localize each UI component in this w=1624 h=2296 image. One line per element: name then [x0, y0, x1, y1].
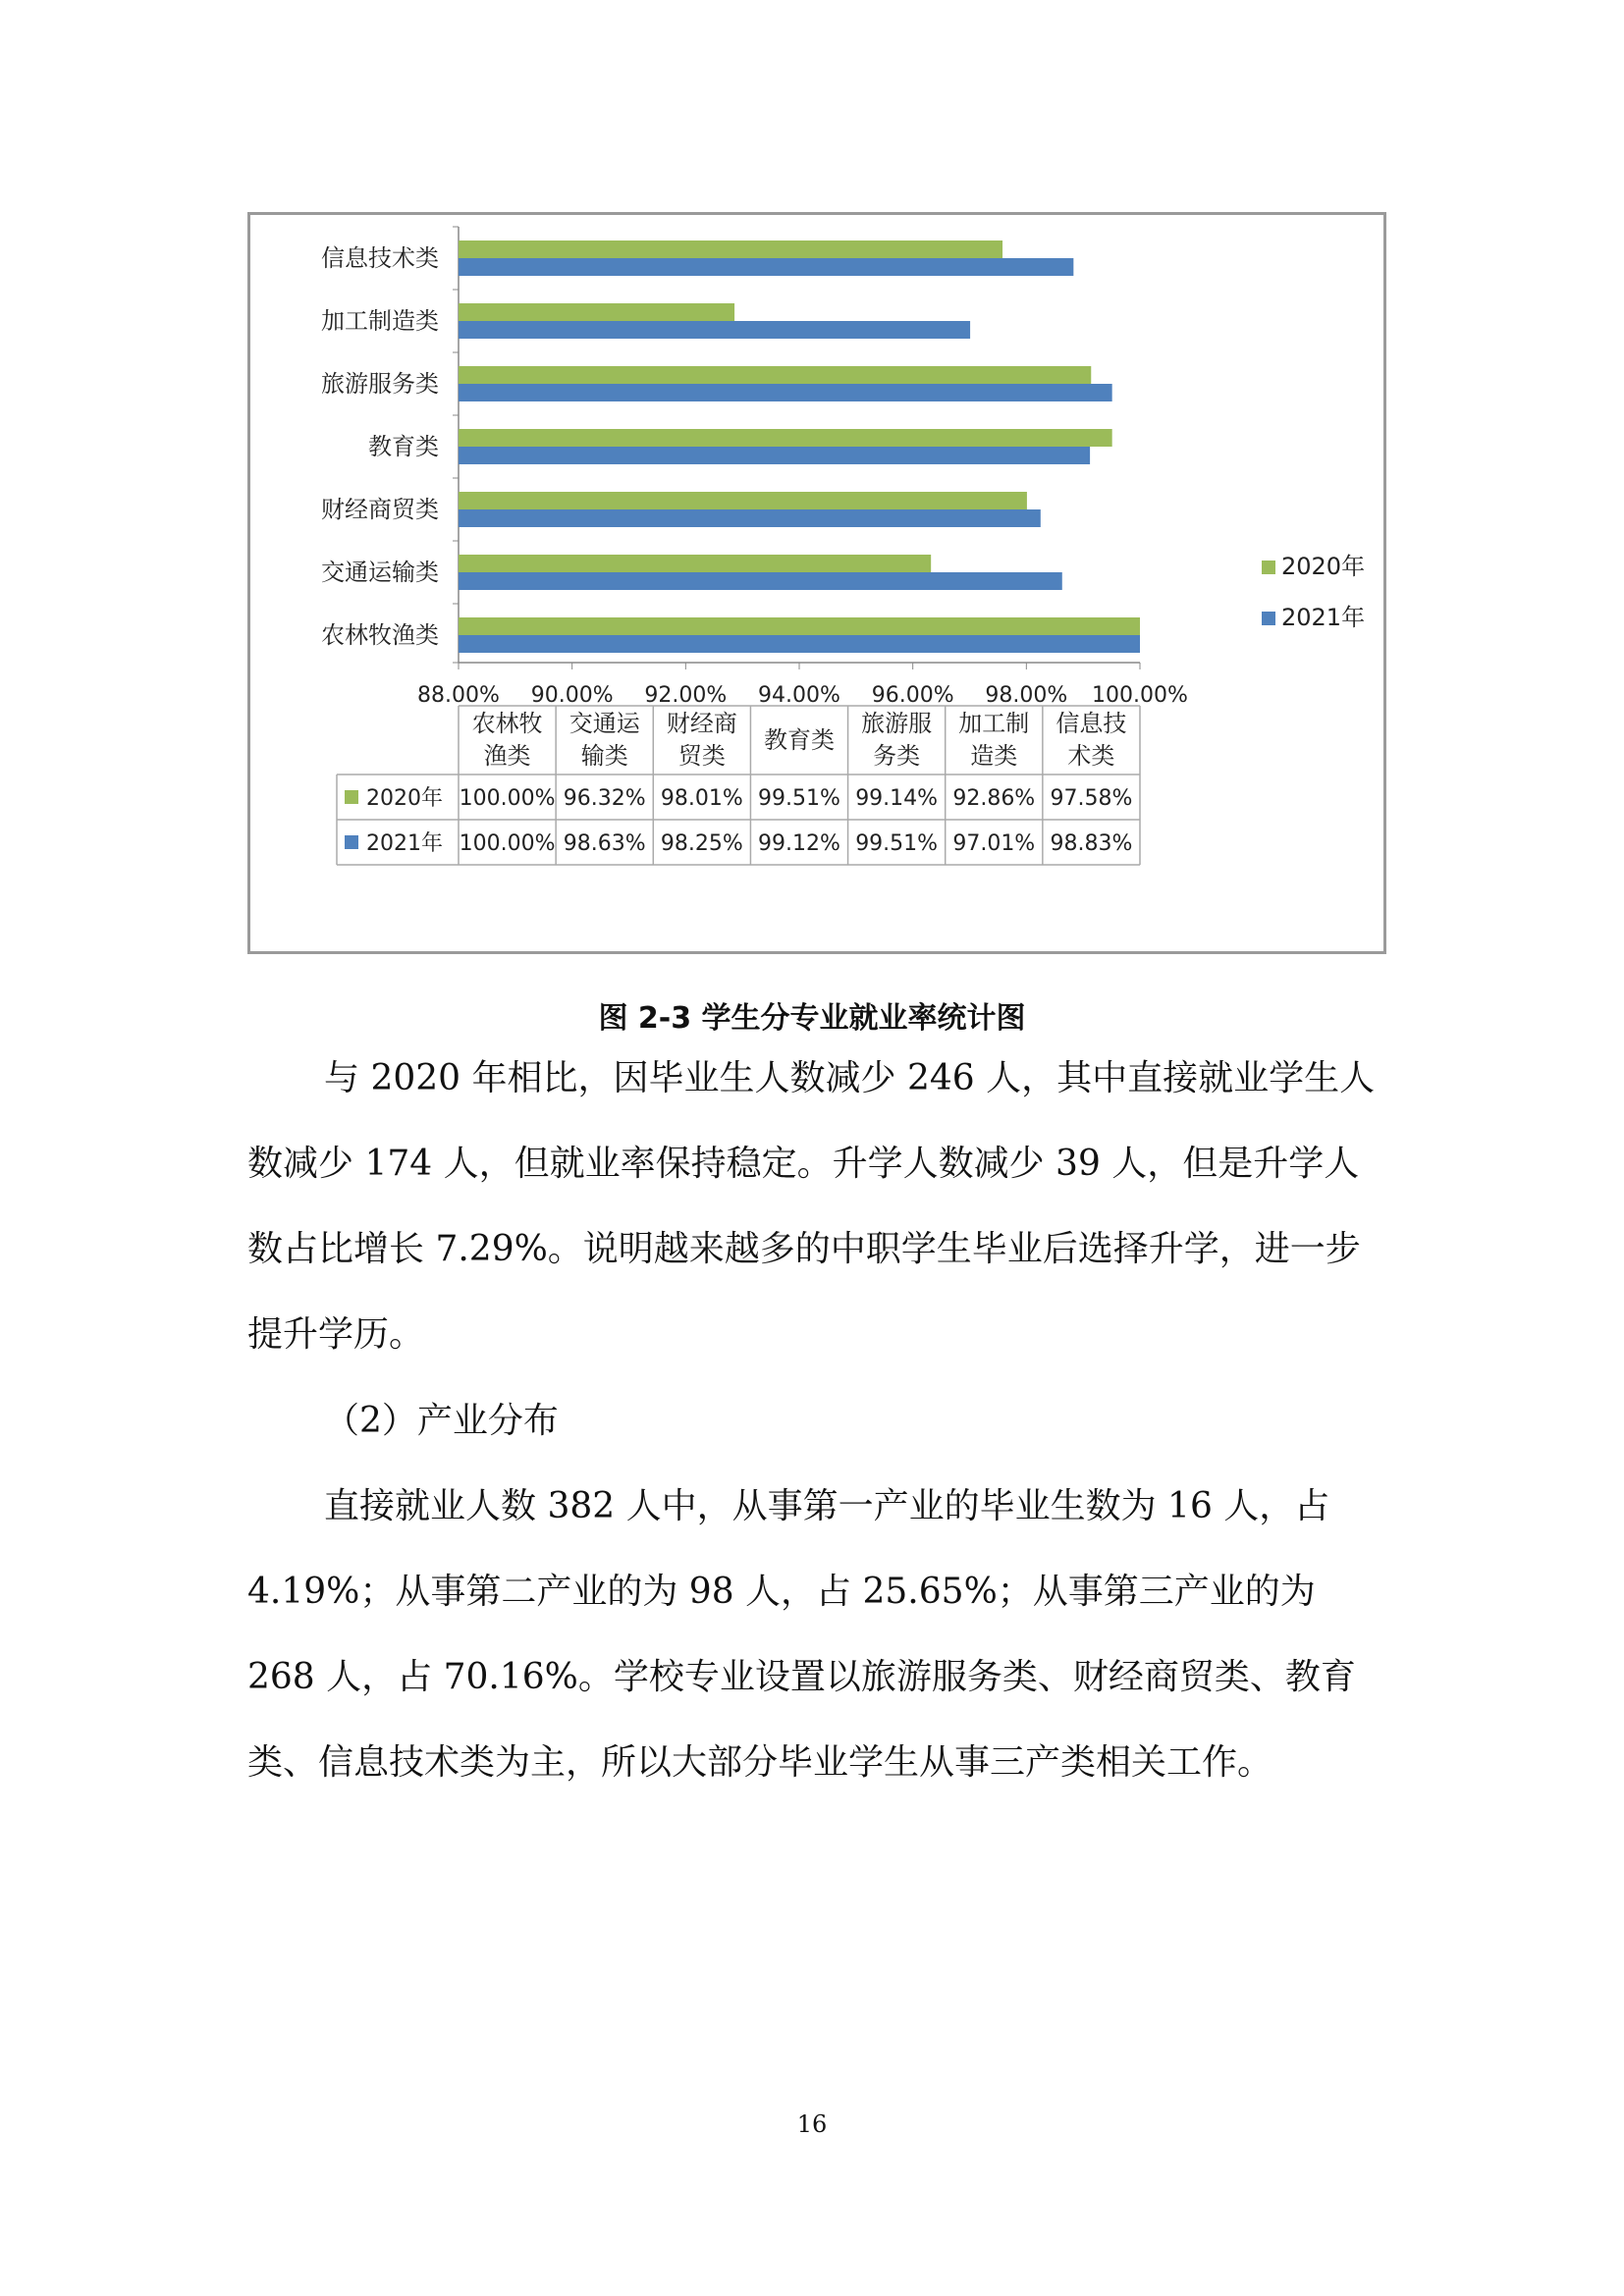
x-tick-label: 90.00% — [530, 683, 614, 708]
category-label: 加工制造类 — [321, 307, 439, 335]
x-tick-label: 98.00% — [985, 683, 1068, 708]
category-label: 旅游服务类 — [321, 370, 439, 398]
table-cell: 99.12% — [758, 831, 840, 856]
bar-2020 — [459, 617, 1140, 635]
table-series-name: 2020年 — [366, 786, 443, 811]
table-cell: 98.01% — [660, 786, 743, 811]
bar-2020 — [459, 240, 1002, 258]
table-cell: 98.83% — [1050, 831, 1133, 856]
legend-label: 2021年 — [1281, 604, 1366, 631]
bar-2020 — [459, 555, 931, 572]
legend-swatch-2021 — [1262, 612, 1275, 625]
table-header: 输类 — [580, 742, 628, 770]
category-label: 交通运输类 — [321, 559, 439, 586]
table-cell: 97.01% — [952, 831, 1036, 856]
table-cell: 96.32% — [563, 786, 646, 811]
table-header: 旅游服 — [861, 710, 933, 737]
category-label: 教育类 — [368, 433, 439, 460]
category-label: 财经商贸类 — [321, 496, 439, 523]
table-header: 务类 — [873, 742, 921, 770]
table-header: 教育类 — [764, 726, 835, 754]
legend-label: 2020年 — [1281, 553, 1366, 580]
page-number: 16 — [796, 2110, 828, 2138]
legend-swatch-2020 — [1262, 561, 1275, 574]
bar-chart — [250, 215, 1383, 951]
table-cell: 92.86% — [952, 786, 1036, 811]
table-series-name: 2021年 — [366, 831, 443, 856]
x-tick-label: 92.00% — [644, 683, 728, 708]
table-cell: 99.51% — [758, 786, 840, 811]
table-cell: 99.51% — [855, 831, 939, 856]
table-cell: 98.63% — [563, 831, 646, 856]
bar-2021 — [459, 509, 1041, 527]
table-header: 术类 — [1067, 742, 1115, 770]
bar-2020 — [459, 492, 1027, 509]
paragraph-3: 直接就业人数 382 人中，从事第一产业的毕业生数为 16 人，占 4.19%；从事第二产业的为 98 人，占 25.65%；从事第三产业的为 268 人，占 70.16%。学校专业设置以旅游服务类、财经商贸类、教育类、信息技术类为主，所以大部分毕业学生从事三产类相关工作。 — [247, 1486, 1356, 1783]
x-tick-label: 88.00% — [417, 683, 500, 708]
table-header: 加工制 — [958, 710, 1030, 737]
table-header: 农林牧 — [471, 710, 543, 737]
table-cell: 100.00% — [459, 831, 556, 856]
x-tick-label: 96.00% — [871, 683, 954, 708]
bar-2020 — [459, 366, 1091, 384]
figure-caption: 图 2-3 学生分专业就业率统计图 — [598, 1001, 1026, 1036]
x-tick-label: 94.00% — [758, 683, 840, 708]
table-cell: 100.00% — [459, 786, 556, 811]
category-label: 农林牧渔类 — [321, 621, 439, 649]
chart-frame — [247, 212, 1386, 954]
bar-2021 — [459, 572, 1062, 590]
category-label: 信息技术类 — [321, 244, 439, 272]
table-header: 财经商 — [666, 710, 737, 737]
table-header: 贸类 — [677, 742, 726, 770]
table-cell: 97.58% — [1050, 786, 1133, 811]
table-cell: 98.25% — [660, 831, 743, 856]
bar-2020 — [459, 429, 1112, 447]
table-header: 造类 — [970, 742, 1018, 770]
bar-2021 — [459, 384, 1112, 401]
bar-2021 — [459, 258, 1073, 276]
bar-2021 — [459, 321, 970, 339]
table-header: 渔类 — [483, 742, 531, 770]
paragraph-1: 与 2020 年相比，因毕业生人数减少 246 人，其中直接就业学生人数减少 174 人，但就业率保持稳定。升学人数减少 39 人，但是升学人数占比增长 7.29%。说明越来越多的中职学生毕业后选择升学，进一步提升学历。 — [247, 1058, 1376, 1355]
bar-2021 — [459, 635, 1140, 653]
section-heading: （2）产业分布 — [324, 1401, 559, 1441]
table-cell: 99.14% — [855, 786, 939, 811]
table-header: 交通运 — [568, 710, 640, 737]
bar-2020 — [459, 303, 734, 321]
bar-2021 — [459, 447, 1090, 464]
table-legend-key — [345, 790, 358, 804]
table-legend-key — [345, 835, 358, 849]
x-tick-label: 100.00% — [1092, 683, 1188, 708]
table-header: 信息技 — [1056, 710, 1127, 737]
